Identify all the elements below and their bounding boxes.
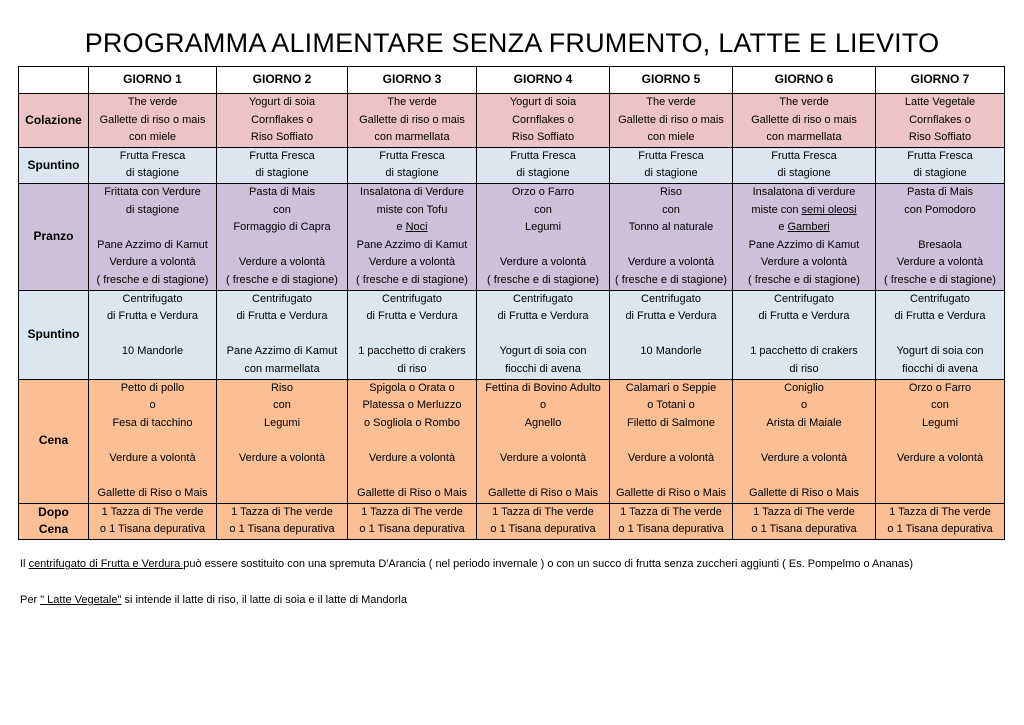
meal-cell bbox=[217, 147, 348, 183]
meal-cell-line: Verdure a volontà bbox=[896, 256, 984, 269]
meal-cell-line: di stagione bbox=[385, 167, 439, 180]
meal-label bbox=[19, 147, 89, 183]
meal-cell-line: con marmellata bbox=[766, 131, 842, 144]
meal-cell-line: Yogurt di soia bbox=[248, 96, 316, 108]
meal-label bbox=[19, 290, 89, 379]
meal-cell-line: fiocchi di avena bbox=[505, 362, 581, 375]
meal-cell-line: Formaggio di Capra bbox=[233, 221, 331, 234]
meal-cell-line: con miele bbox=[128, 131, 177, 144]
meal-cell-line: Platessa o Merluzzo bbox=[362, 399, 462, 412]
meal-cell-line: 1 Tazza di The verde bbox=[231, 505, 333, 518]
meal-cell bbox=[348, 379, 477, 503]
meal-cell-line: 1 Tazza di The verde bbox=[889, 505, 991, 518]
meal-cell-line: Riso bbox=[270, 381, 293, 394]
meal-cell-line: Verdure a volontà bbox=[896, 451, 984, 464]
note-term: " Latte Vegetale" bbox=[40, 594, 122, 606]
meal-cell-line: Verdure a volontà bbox=[368, 451, 456, 464]
note-latte-vegetale bbox=[20, 594, 407, 606]
meal-cell-line: 1 Tazza di The verde bbox=[620, 505, 722, 518]
meal-cell-line: Riso bbox=[659, 185, 682, 198]
meal-cell-line: 1 pacchetto di crakers bbox=[358, 345, 466, 358]
meal-cell-line bbox=[876, 432, 1004, 450]
meal-cell-line bbox=[876, 485, 1004, 503]
meal-cell-line: Centrifugato bbox=[513, 292, 573, 305]
meal-cell bbox=[348, 94, 477, 148]
meal-cell bbox=[733, 503, 876, 539]
meal-cell-line: Pane Azzimo di Kamut bbox=[97, 238, 208, 251]
note-text: Per bbox=[20, 594, 41, 606]
meal-cell-line: con bbox=[273, 203, 291, 216]
meal-cell-line bbox=[217, 432, 347, 450]
meal-cell-line: Verdure a volontà bbox=[368, 256, 456, 269]
meal-cell-line: ( fresche e di stagione) bbox=[96, 273, 209, 286]
meal-cell bbox=[876, 183, 1005, 290]
meal-cell-line: con Pomodoro bbox=[904, 203, 976, 216]
meal-cell-line: di stagione bbox=[125, 203, 180, 216]
note-text: si intende il latte di riso, il latte di soia e il latte di Mandorla bbox=[121, 594, 407, 606]
meal-label bbox=[19, 94, 89, 148]
meal-cell bbox=[610, 503, 733, 539]
meal-cell bbox=[348, 147, 477, 183]
meal-label-text: Spuntino bbox=[27, 326, 80, 341]
meal-cell-line: Spigola o Orata o bbox=[369, 381, 455, 394]
meal-cell-line: Insalatona di verdure bbox=[752, 185, 856, 198]
underlined-term: Gamberi bbox=[787, 221, 830, 234]
meal-cell-line: con bbox=[273, 399, 291, 412]
meal-cell-line: con marmellata bbox=[374, 131, 450, 144]
underlined-term: Noci bbox=[405, 221, 428, 234]
meal-cell-line bbox=[217, 467, 347, 485]
meal-cell bbox=[477, 94, 610, 148]
day-header: GIORNO 7 bbox=[876, 67, 1005, 94]
meal-cell-line bbox=[876, 326, 1004, 344]
meal-cell-line: Verdure a volontà bbox=[238, 451, 326, 464]
meal-cell-line: ( fresche e di stagione) bbox=[748, 273, 860, 286]
day-header: GIORNO 3 bbox=[348, 67, 477, 94]
meal-cell-line bbox=[477, 237, 609, 255]
meal-row-spuntino1 bbox=[19, 147, 1005, 183]
header-corner bbox=[19, 67, 89, 94]
meal-cell-line: Centrifugato bbox=[641, 292, 701, 305]
meal-cell-line: 10 Mandorle bbox=[640, 345, 702, 358]
note-centrifugato bbox=[20, 558, 913, 570]
meal-label-text: Colazione bbox=[25, 112, 82, 127]
meal-cell bbox=[217, 290, 348, 379]
meal-cell bbox=[610, 147, 733, 183]
meal-cell bbox=[477, 290, 610, 379]
meal-cell-line bbox=[217, 326, 347, 344]
meal-cell bbox=[733, 147, 876, 183]
meal-cell-line: Frutta Fresca bbox=[907, 149, 973, 162]
meal-cell-line: o 1 Tisana depurativa bbox=[751, 523, 857, 536]
meal-cell-line: ( fresche e di stagione) bbox=[356, 273, 468, 286]
meal-cell bbox=[217, 379, 348, 503]
meal-label bbox=[19, 503, 89, 539]
meal-cell-line: Coniglio bbox=[784, 381, 824, 394]
meal-cell bbox=[610, 183, 733, 290]
meal-cell bbox=[477, 503, 610, 539]
meal-cell-line bbox=[733, 326, 875, 344]
meal-cell-line: Verdure a volontà bbox=[627, 451, 715, 464]
meal-label-text: Dopo bbox=[38, 504, 69, 519]
meal-cell-line: Centrifugato bbox=[252, 292, 312, 305]
meal-cell-line: Frutta Fresca bbox=[510, 149, 576, 162]
meal-cell-line: Pasta di Mais bbox=[248, 185, 316, 198]
meal-cell-line: Centrifugato bbox=[382, 292, 442, 305]
meal-cell-line: o bbox=[800, 399, 808, 412]
meal-cell-line: 10 Mandorle bbox=[121, 345, 184, 358]
meal-cell-line: Verdure a volontà bbox=[238, 256, 326, 269]
meal-cell-line: Frutta Fresca bbox=[249, 149, 315, 162]
meal-cell-line: di Frutta e Verdura bbox=[366, 310, 458, 323]
meal-cell-line: The verde bbox=[127, 96, 178, 108]
meal-cell bbox=[217, 183, 348, 290]
meal-cell-line bbox=[89, 326, 216, 344]
meal-cell-line: di Frutta e Verdura bbox=[106, 310, 199, 323]
meal-cell-line: Latte Vegetale bbox=[904, 96, 976, 108]
meal-cell-line: e Noci bbox=[396, 221, 428, 234]
meal-cell-line: Orzo o Farro bbox=[511, 185, 575, 198]
meal-label-text: Cena bbox=[38, 433, 69, 448]
meal-cell-line bbox=[348, 326, 476, 344]
meal-cell-line: Verdure a volontà bbox=[109, 451, 196, 464]
meal-cell bbox=[876, 290, 1005, 379]
meal-cell-line: Legumi bbox=[263, 416, 301, 429]
meal-cell bbox=[348, 503, 477, 539]
meal-cell-line: Frutta Fresca bbox=[379, 149, 445, 162]
meal-cell-line: o 1 Tisana depurativa bbox=[490, 523, 596, 536]
meal-cell-line: Gallette di Riso o Mais bbox=[356, 487, 468, 500]
meal-cell bbox=[89, 379, 217, 503]
day-header: GIORNO 2 bbox=[217, 67, 348, 94]
meal-cell-line: Cornflakes o bbox=[251, 113, 313, 126]
meal-cell-line: Frutta Fresca bbox=[638, 149, 704, 162]
meal-cell bbox=[477, 183, 610, 290]
meal-cell-line bbox=[217, 485, 347, 503]
meal-cell-line: Filetto di Salmone bbox=[626, 416, 716, 429]
meal-cell-line: Yogurt di soia con bbox=[499, 345, 587, 358]
meal-cell-line: Gallette di Riso o Mais bbox=[487, 487, 599, 500]
meal-cell-line: Riso Soffiato bbox=[250, 131, 314, 144]
meal-row-spuntino2 bbox=[19, 290, 1005, 379]
meal-cell-line: con bbox=[534, 203, 552, 216]
meal-cell-line: di riso bbox=[789, 362, 819, 375]
meal-cell-line: di stagione bbox=[516, 167, 570, 180]
meal-cell-line bbox=[477, 432, 609, 450]
meal-cell-line: di Frutta e Verdura bbox=[236, 310, 328, 323]
meal-cell-line bbox=[89, 361, 216, 379]
meal-cell-line: ( fresche e di stagione) bbox=[884, 273, 996, 286]
meal-cell-line: Cornflakes o bbox=[512, 113, 574, 126]
meal-cell-line: di Frutta e Verdura bbox=[894, 310, 986, 323]
meal-cell-line: Frutta Fresca bbox=[771, 149, 837, 162]
meal-cell-line: di Frutta e Verdura bbox=[497, 310, 589, 323]
day-header: GIORNO 1 bbox=[89, 67, 217, 94]
meal-cell-line bbox=[89, 467, 216, 485]
meal-cell bbox=[876, 503, 1005, 539]
meal-cell-line: con marmellata bbox=[244, 362, 320, 375]
meal-cell-line: Fettina di Bovino Adulto bbox=[485, 381, 601, 394]
meal-cell-line bbox=[733, 432, 875, 450]
meal-cell-line: The verde bbox=[387, 96, 437, 108]
meal-cell-line: o 1 Tisana depurativa bbox=[99, 523, 206, 536]
meal-cell-line: e Gamberi bbox=[778, 221, 830, 234]
meal-cell-line: o Sogliola o Rombo bbox=[363, 416, 460, 429]
page-title: PROGRAMMA ALIMENTARE SENZA FRUMENTO, LATTE E LIEVITO bbox=[84, 28, 940, 58]
day-header: GIORNO 5 bbox=[610, 67, 733, 94]
meal-cell-line bbox=[610, 467, 732, 485]
meal-cell-line: fiocchi di avena bbox=[902, 362, 978, 375]
meal-cell-line: Fesa di tacchino bbox=[112, 416, 193, 429]
meal-cell bbox=[733, 290, 876, 379]
meal-cell-line: Gallette di riso o mais bbox=[751, 113, 857, 126]
meal-cell-line: Centrifugato bbox=[910, 292, 970, 305]
meal-cell-line bbox=[610, 432, 732, 450]
meal-cell-line: o Totani o bbox=[647, 399, 695, 412]
meal-cell bbox=[733, 94, 876, 148]
meal-cell bbox=[610, 379, 733, 503]
meal-cell bbox=[217, 503, 348, 539]
meal-cell-line: Cornflakes o bbox=[909, 113, 971, 126]
meal-cell-line: con miele bbox=[647, 131, 695, 144]
meal-cell bbox=[477, 379, 610, 503]
meal-cell-line: Orzo o Farro bbox=[908, 381, 972, 394]
meal-cell bbox=[217, 94, 348, 148]
meal-cell-line: ( fresche e di stagione) bbox=[226, 273, 338, 286]
meal-cell-line: miste con semi oleosi bbox=[751, 203, 857, 216]
meal-cell-line: Tonno al naturale bbox=[628, 221, 714, 234]
meal-cell-line: Yogurt di soia con bbox=[896, 345, 984, 358]
meal-cell-line: di stagione bbox=[644, 167, 698, 180]
meal-cell-line: The verde bbox=[646, 96, 696, 108]
meal-cell-line bbox=[876, 219, 1004, 237]
meal-cell-line bbox=[610, 361, 732, 379]
meal-cell-line bbox=[217, 237, 347, 255]
meal-cell-line: Agnello bbox=[524, 416, 562, 429]
meal-cell-line: Pane Azzimo di Kamut bbox=[356, 238, 468, 251]
meal-label-text: Cena bbox=[38, 522, 69, 537]
meal-cell-line bbox=[348, 432, 476, 450]
note-text: può essere sostituito con una spremuta D'Arancia ( nel periodo invernale ) o con un succo di frutta senza zuccheri aggiunti ( Es. Pompelmo o Ananas) bbox=[183, 558, 913, 570]
meal-row-colazione bbox=[19, 94, 1005, 148]
meal-cell-line: Verdure a volontà bbox=[627, 256, 715, 269]
meal-cell-line: Bresaola bbox=[918, 238, 962, 251]
meal-cell-line: Frutta Fresca bbox=[119, 149, 186, 162]
meal-cell-line: o bbox=[149, 399, 156, 412]
meal-cell-line: Legumi bbox=[921, 416, 959, 429]
meal-cell-line: di stagione bbox=[777, 167, 831, 180]
meal-cell-line bbox=[610, 326, 732, 344]
meal-cell-line: Verdure a volontà bbox=[760, 256, 848, 269]
meal-cell bbox=[477, 147, 610, 183]
day-header: GIORNO 4 bbox=[477, 67, 610, 94]
meal-cell bbox=[348, 183, 477, 290]
meal-cell-line: Gallette di Riso o Mais bbox=[748, 487, 860, 500]
header-row bbox=[19, 67, 1005, 94]
meal-cell bbox=[876, 147, 1005, 183]
meal-cell-line bbox=[610, 237, 732, 255]
meal-cell bbox=[876, 94, 1005, 148]
note-text: Il bbox=[20, 558, 29, 570]
meal-label bbox=[19, 379, 89, 503]
meal-cell bbox=[610, 94, 733, 148]
meal-cell-line bbox=[348, 467, 476, 485]
meal-cell-line: o 1 Tisana depurativa bbox=[229, 523, 335, 536]
day-header: GIORNO 6 bbox=[733, 67, 876, 94]
meal-cell-line bbox=[477, 467, 609, 485]
meal-cell-line: Verdure a volontà bbox=[499, 451, 587, 464]
meal-cell-line: o 1 Tisana depurativa bbox=[618, 523, 724, 536]
meal-cell-line: Gallette di Riso o Mais bbox=[615, 487, 727, 500]
meal-cell-line bbox=[89, 432, 216, 450]
meal-cell-line: di Frutta e Verdura bbox=[625, 310, 717, 323]
meal-cell-line: Petto di pollo bbox=[120, 381, 185, 394]
meal-cell-line: Gallette di riso o mais bbox=[99, 113, 206, 126]
meal-cell-line: miste con Tofu bbox=[376, 203, 448, 216]
meal-cell-line: 1 Tazza di The verde bbox=[753, 505, 855, 518]
meal-cell-line: ( fresche e di stagione) bbox=[615, 273, 727, 286]
meal-cell-line: Arista di Maiale bbox=[766, 416, 842, 429]
meal-cell-line: Riso Soffiato bbox=[511, 131, 575, 144]
meal-row-dopo bbox=[19, 503, 1005, 539]
meal-cell-line: Yogurt di soia bbox=[509, 96, 577, 108]
meal-cell-line: di stagione bbox=[255, 167, 309, 180]
meal-cell bbox=[348, 290, 477, 379]
meal-cell bbox=[89, 290, 217, 379]
meal-cell-line: Calamari o Seppie bbox=[625, 381, 717, 394]
meal-cell-line: di Frutta e Verdura bbox=[758, 310, 850, 323]
meal-cell-line: con bbox=[662, 203, 680, 216]
meal-cell-line: Pasta di Mais bbox=[906, 185, 974, 198]
meal-cell-line: o 1 Tisana depurativa bbox=[887, 523, 993, 536]
meal-cell-line: Frittata con Verdure bbox=[104, 185, 201, 198]
meal-cell bbox=[610, 290, 733, 379]
meal-cell-line: Gallette di riso o mais bbox=[359, 113, 465, 126]
meal-cell-line: Legumi bbox=[524, 221, 562, 234]
meal-cell-line bbox=[733, 467, 875, 485]
meal-cell-line: Verdure a volontà bbox=[499, 256, 587, 269]
meal-label-text: Pranzo bbox=[33, 228, 74, 243]
meal-plan-table bbox=[18, 66, 1005, 540]
meal-label bbox=[19, 183, 89, 290]
meal-cell-line: Gallette di Riso o Mais bbox=[97, 487, 208, 500]
meal-cell-line: 1 Tazza di The verde bbox=[101, 505, 204, 518]
meal-cell-line: Riso Soffiato bbox=[908, 131, 972, 144]
meal-cell bbox=[89, 183, 217, 290]
meal-cell-line: ( fresche e di stagione) bbox=[487, 273, 599, 286]
meal-cell-line: 1 Tazza di The verde bbox=[492, 505, 594, 518]
meal-cell-line: Pane Azzimo di Kamut bbox=[748, 238, 860, 251]
meal-cell-line bbox=[89, 219, 216, 237]
meal-cell-line: Centrifugato bbox=[122, 292, 183, 305]
meal-cell-line: Verdure a volontà bbox=[760, 451, 848, 464]
meal-cell-line: Verdure a volontà bbox=[109, 256, 196, 269]
meal-cell-line bbox=[477, 326, 609, 344]
meal-cell-line: Gallette di riso o mais bbox=[618, 113, 724, 126]
meal-cell bbox=[89, 94, 217, 148]
meal-label-text: Spuntino bbox=[27, 157, 80, 172]
meal-cell-line: o 1 Tisana depurativa bbox=[359, 523, 465, 536]
meal-cell bbox=[876, 379, 1005, 503]
meal-cell-line: 1 Tazza di The verde bbox=[361, 505, 463, 518]
meal-cell bbox=[733, 183, 876, 290]
meal-cell-line: Insalatona di Verdure bbox=[360, 185, 464, 198]
meal-cell-line: Centrifugato bbox=[774, 292, 834, 305]
meal-cell-line: di stagione bbox=[913, 167, 967, 180]
note-term: centrifugato di Frutta e Verdura bbox=[28, 558, 184, 570]
meal-row-pranzo bbox=[19, 183, 1005, 290]
meal-cell-line: di stagione bbox=[125, 167, 180, 180]
meal-cell-line: The verde bbox=[779, 96, 829, 108]
meal-cell-line: Pane Azzimo di Kamut bbox=[226, 345, 338, 358]
meal-cell bbox=[89, 147, 217, 183]
meal-cell bbox=[733, 379, 876, 503]
meal-row-cena bbox=[19, 379, 1005, 503]
underlined-term: semi oleosi bbox=[801, 203, 857, 216]
meal-cell-line: con bbox=[931, 399, 949, 412]
meal-cell-line: o bbox=[539, 399, 547, 412]
meal-cell-line bbox=[876, 467, 1004, 485]
meal-cell-line: di riso bbox=[397, 362, 427, 375]
meal-cell-line: 1 pacchetto di crakers bbox=[750, 345, 858, 358]
meal-cell bbox=[89, 503, 217, 539]
